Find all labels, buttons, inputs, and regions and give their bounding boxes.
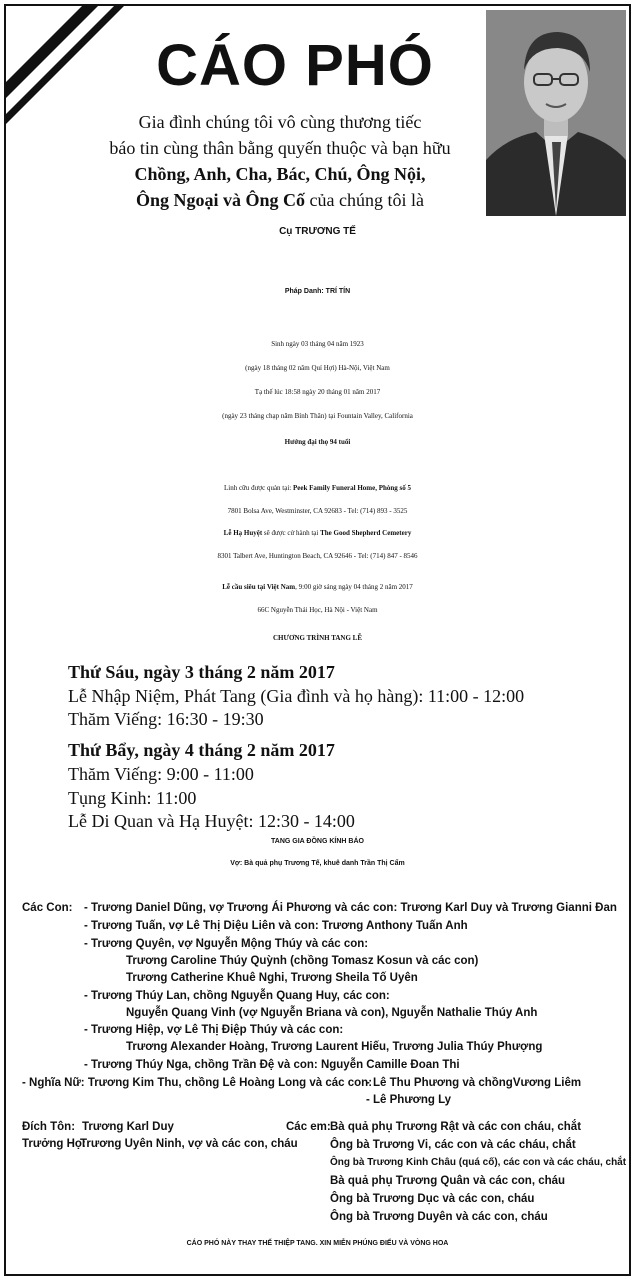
grandson-name: Trương Karl Duy: [82, 1121, 174, 1133]
program-title: CHƯƠNG TRÌNH TANG LỄ: [272, 634, 362, 642]
child-line: - Trương Quyên, vợ Nguyễn Mộng Thúy và các con:: [84, 938, 369, 950]
intro-line-1: Gia đình chúng tôi vô cùng thương tiếc: [138, 112, 422, 132]
viewing-place: Peek Family Funeral Home, Phòng số 5: [293, 484, 412, 492]
birth-lunar-place: (ngày 18 tháng 02 năm Quí Hợi) Hà-Nội, Việt Nam: [245, 364, 390, 372]
family-head-label: Trưởng Họ:: [22, 1138, 86, 1150]
family-announcement: TANG GIA ĐỒNG KÍNH BÁO: [271, 838, 364, 845]
grandchild-line: Trương Caroline Thúy Quỳnh (chồng Tomasz Kosun và các con): [126, 955, 479, 967]
birth-date: Sinh ngày 03 tháng 04 năm 1923: [271, 340, 364, 348]
schedule-item: Lễ Di Quan và Hạ Huyệt: 12:30 - 14:00: [68, 811, 355, 831]
portrait-photo: [486, 10, 626, 216]
grandchild-line: Nguyễn Quang Vinh (vợ Nguyễn Briana và con), Nguyễn Nathalie Thúy Anh: [126, 1007, 538, 1019]
burial-address: 8301 Talbert Ave, Huntington Beach, CA 92646 - Tel: (714) 847 - 8546: [217, 552, 418, 560]
child-line: - Trương Hiệp, vợ Lê Thị Điệp Thúy và các con:: [84, 1024, 344, 1036]
intro-tail: của chúng tôi là: [305, 190, 424, 210]
sibling-line: Bà quả phụ Trương Rật và các con cháu, chắt: [330, 1121, 582, 1133]
adopted-grandchild: - Lê Thu Phương và chồngVương Liêm: [366, 1077, 582, 1089]
vietnam-ceremony-label: Lễ cầu siêu tại Việt Nam: [222, 583, 296, 591]
viewing-location: [0, 484, 635, 492]
burial-location: [0, 529, 635, 537]
schedule-day-2: Thứ Bẩy, ngày 4 tháng 2 năm 2017: [68, 740, 335, 760]
schedule-item: Tụng Kinh: 11:00: [68, 788, 197, 808]
age-statement: Hưởng đại thọ 94 tuổi: [284, 438, 351, 446]
intro-line-3: Chồng, Anh, Cha, Bác, Chú, Ông Nội,: [134, 164, 426, 184]
grandchild-line: Trương Alexander Hoàng, Trương Laurent Hiếu, Trương Julia Thúy Phượng: [126, 1041, 543, 1053]
children-label: Các Con:: [22, 902, 73, 914]
grandchild-line: Trương Catherine Khuê Nghi, Trương Sheila Tố Uyên: [126, 972, 418, 984]
schedule-item: Thăm Viếng: 9:00 - 11:00: [68, 764, 254, 784]
viewing-address: 7801 Bolsa Ave, Westminster, CA 92683 - Tel: (714) 893 - 3525: [227, 507, 408, 515]
adopted-daughter: - Nghĩa Nữ: Trương Kim Thu, chồng Lê Hoàng Long và các con:: [22, 1077, 373, 1089]
schedule-item: Thăm Viếng: 16:30 - 19:30: [68, 709, 264, 729]
sibling-line: Ông bà Trương Kinh Châu (quá cố), các con và các cháu, chắt: [330, 1157, 627, 1168]
child-line: - Trương Thúy Nga, chồng Trần Đệ và con: Nguyễn Camille Đoan Thi: [84, 1059, 460, 1071]
sibling-line: Ông bà Trương Vi, các con và các cháu, chắt: [330, 1139, 576, 1151]
sibling-line: Ông bà Trương Duyên và các con, cháu: [330, 1211, 548, 1223]
burial-middle: sẽ được cử hành tại: [262, 529, 321, 537]
family-head-name: Trương Uyên Ninh, vợ và các con, cháu: [80, 1138, 298, 1150]
child-line: - Trương Tuấn, vợ Lê Thị Diệu Liên và con: Trương Anthony Tuấn Anh: [84, 920, 468, 932]
schedule-item: Lễ Nhập Niệm, Phát Tang (Gia đình và họ hàng): 11:00 - 12:00: [68, 686, 525, 706]
adopted-grandchild: - Lê Phương Ly: [366, 1094, 452, 1106]
vietnam-ceremony-time: , 9:00 giờ sáng ngày 04 tháng 2 năm 2017: [295, 583, 413, 591]
dharma-name: Pháp Danh: TRÍ TÍN: [284, 288, 351, 295]
sibling-line: Ông bà Trương Dục và các con, cháu: [330, 1193, 535, 1205]
vietnam-ceremony-address: 66C Nguyễn Thái Học, Hà Nội - Việt Nam: [257, 606, 378, 614]
child-line: - Trương Thúy Lan, chồng Nguyễn Quang Huy, các con:: [84, 990, 390, 1002]
burial-place: The Good Shepherd Cemetery: [320, 529, 412, 537]
child-line: - Trương Daniel Dũng, vợ Trương Ái Phương và các con: Trương Karl Duy và Trương Gianni Đan: [84, 902, 617, 914]
intro-line-4: [70, 190, 490, 211]
footer-notice: CÁO PHÓ NÀY THAY THẾ THIỆP TANG. XIN MIỄN PHÚNG ĐIẾU VÀ VÒNG HOA: [186, 1240, 449, 1247]
intro-line-2: báo tin cùng thân bằng quyến thuộc và bạn hữu: [109, 138, 451, 158]
viewing-prefix: Linh cữu được quàn tại:: [223, 484, 293, 492]
siblings-label: Các em:: [286, 1121, 331, 1133]
page-title: CÁO PHÓ: [156, 33, 434, 98]
widow-line: Vợ: Bà quả phụ Trương Tế, khuê danh Trần Thị Cẩm: [230, 860, 405, 867]
grandson-label: Đích Tôn:: [22, 1121, 76, 1133]
intro-titles: Ông Ngoại và Ông Cố: [136, 190, 306, 210]
vietnam-ceremony: [0, 583, 635, 591]
schedule-day-1: Thứ Sáu, ngày 3 tháng 2 năm 2017: [68, 662, 335, 682]
deceased-name: Cụ TRƯƠNG TẾ: [279, 226, 356, 237]
death-date: Tạ thế lúc 18:58 ngày 20 tháng 01 năm 2017: [254, 388, 381, 396]
sibling-line: Bà quả phụ Trương Quân và các con, cháu: [330, 1175, 566, 1187]
burial-label: Lễ Hạ Huyệt: [223, 529, 263, 537]
death-lunar-place: (ngày 23 tháng chạp năm Bính Thân) tại Fountain Valley, California: [222, 412, 413, 420]
